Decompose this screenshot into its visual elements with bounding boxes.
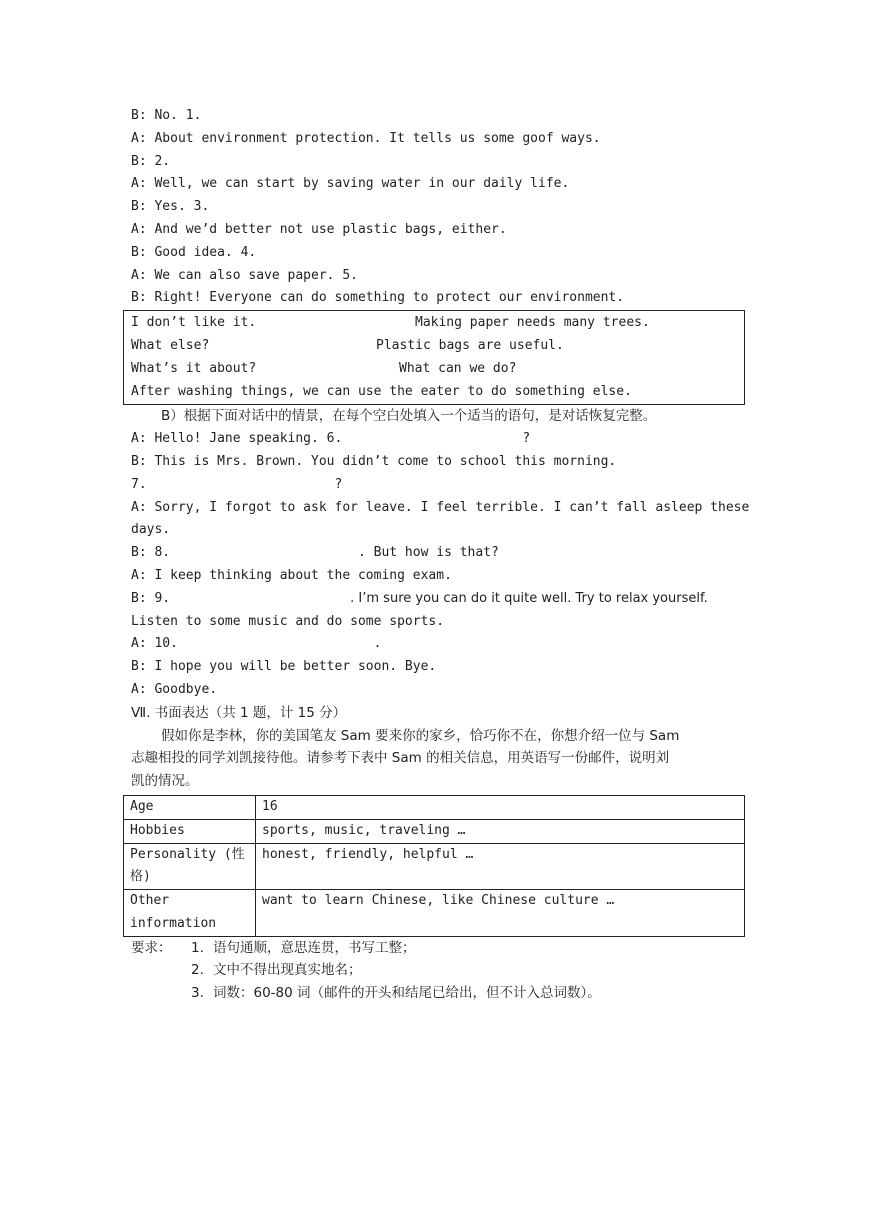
table-key: Hobbies: [124, 819, 256, 843]
table-value: 16: [256, 795, 745, 819]
requirement-item: [131, 959, 745, 982]
dialogue-line: B: Yes. 3.: [131, 199, 210, 215]
option-item: Making paper needs many trees.: [415, 315, 650, 331]
table-row: [124, 819, 745, 843]
table-value: want to learn Chinese, like Chinese culture …: [256, 890, 745, 937]
dialogue-line: A: Well, we can start by saving water in our daily life.: [131, 176, 570, 192]
requirement-text: 词数：60-80 词（邮件的开头和结尾已给出，但不计入总词数）。: [213, 985, 601, 1002]
dialogue-line: days.: [131, 522, 171, 538]
dialogue-line: B: This is Mrs. Brown. You didn’t come to school this morning.: [131, 453, 617, 469]
option-row: [131, 381, 737, 404]
dialogue-line: 7. ?: [131, 476, 343, 492]
dialogue-line: B: No. 1.: [131, 108, 202, 123]
table-value: sports, music, traveling …: [256, 819, 745, 843]
dialogue-line: B: 8. . But how is that?: [131, 545, 499, 561]
section-heading: Ⅶ. 书面表达（共 1 题，计 15 分）: [131, 704, 347, 721]
option-row: [131, 312, 737, 335]
requirement-item: [131, 937, 745, 960]
prompt-line: 凯的情况。: [131, 773, 199, 790]
requirement-item: [131, 982, 745, 1005]
option-item: After washing things, we can use the eater to do something else.: [131, 383, 632, 399]
dialogue-a: [131, 105, 745, 310]
dialogue-line: B: Right! Everyone can do something to protect our environment.: [131, 290, 625, 306]
dialogue-line: B: I hope you will be better soon. Bye.: [131, 659, 437, 675]
option-item: What’s it about?: [131, 360, 257, 376]
table-row: [124, 843, 745, 890]
info-table: [123, 795, 745, 937]
dialogue-line: A: We can also save paper. 5.: [131, 267, 358, 283]
requirement-number: 2.: [191, 962, 204, 979]
blank-9-suffix: . I’m sure you can do it quite well. Try to relax yourself.: [350, 590, 708, 606]
dialogue-line: A: Sorry, I forgot to ask for leave. I feel terrible. I can’t fall asleep these: [131, 499, 750, 515]
dialogue-line: [131, 588, 745, 611]
dialogue-line: A: Hello! Jane speaking. 6. ?: [131, 431, 531, 447]
requirement-number: 1.: [191, 939, 204, 956]
table-row: [124, 795, 745, 819]
option-item: What can we do?: [399, 360, 517, 376]
option-box: [123, 310, 745, 405]
dialogue-line: A: 10. .: [131, 636, 382, 652]
option-item: I don’t like it.: [131, 315, 257, 331]
option-item: What else?: [131, 337, 210, 353]
table-row: [124, 890, 745, 937]
dialogue-line: B: 2.: [131, 153, 171, 169]
table-key: Age: [124, 795, 256, 819]
requirement-text: 语句通顺，意思连贯，书写工整；: [213, 939, 416, 956]
dialogue-b: [131, 428, 750, 702]
option-item: Plastic bags are useful.: [376, 337, 564, 353]
dialogue-line: A: About environment protection. It tells us some goof ways.: [131, 130, 601, 146]
dialogue-line: Listen to some music and do some sports.: [131, 613, 445, 629]
requirements: [131, 937, 745, 1005]
requirement-text: 文中不得出现真实地名；: [213, 962, 362, 979]
dialogue-line: B: Good idea. 4.: [131, 244, 257, 260]
table-key: Personality (性格): [124, 843, 256, 890]
prompt-line: 志趣相投的同学刘凯接待他。请参考下表中 Sam 的相关信息，用英语写一份邮件，说明刘: [131, 750, 670, 767]
dialogue-line: A: And we’d better not use plastic bags, either.: [131, 221, 507, 237]
requirement-number: 3.: [191, 985, 204, 1002]
requirements-label: 要求：: [131, 939, 172, 956]
page-content: [130, 105, 750, 1005]
table-value: honest, friendly, helpful …: [256, 843, 745, 890]
table-key: Other information: [124, 890, 256, 937]
prompt-line: 假如你是李林，你的美国笔友 Sam 要来你的家乡，恰巧你不在，你想介绍一位与 Sam: [161, 727, 680, 744]
blank-9-prefix: B: 9.: [131, 590, 351, 606]
dialogue-line: A: Goodbye.: [131, 681, 218, 697]
dialogue-line: A: I keep thinking about the coming exam.: [131, 567, 452, 583]
option-row: [131, 335, 737, 358]
option-row: [131, 358, 737, 381]
part-b-instruction: B）根据下面对话中的情景，在每个空白处填入一个适当的语句，是对话恢复完整。: [161, 408, 657, 425]
